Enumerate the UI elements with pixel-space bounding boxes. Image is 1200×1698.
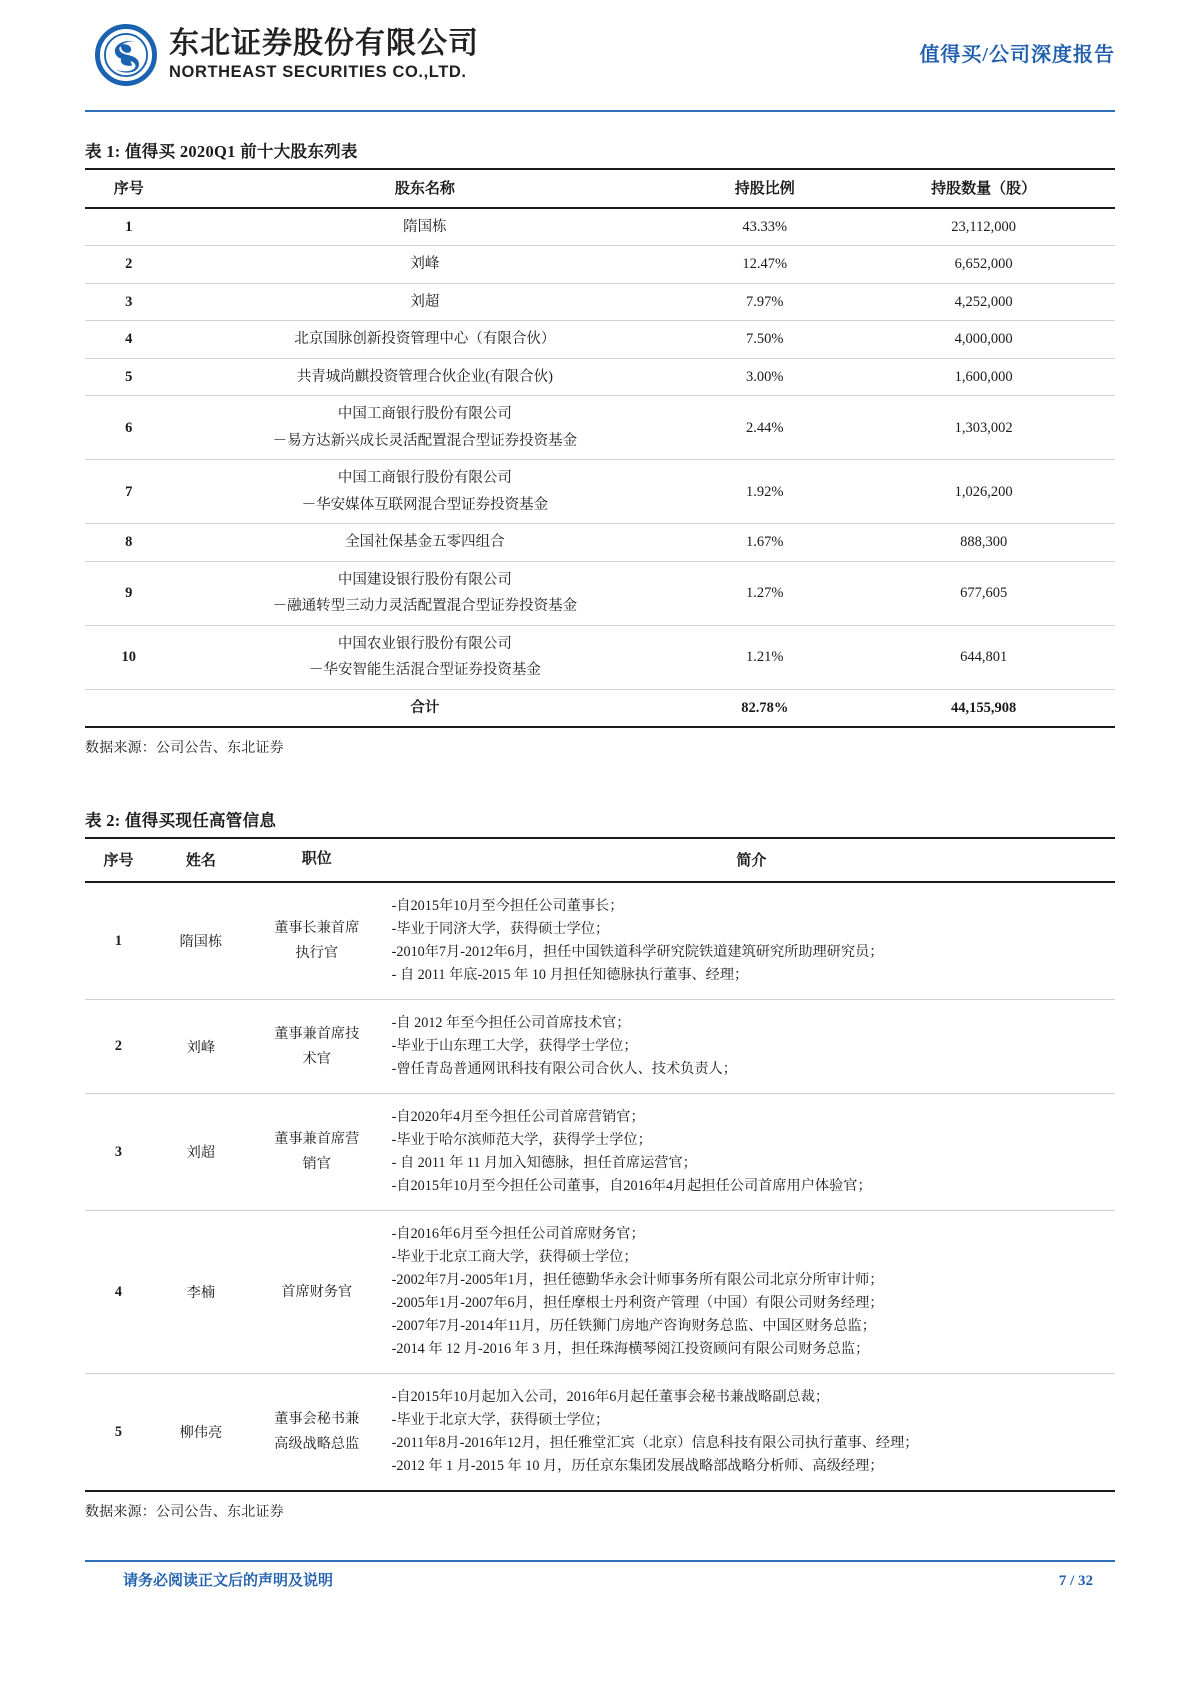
row-index: 5 — [85, 1374, 152, 1492]
row-amount: 4,000,000 — [852, 321, 1115, 358]
row-ratio: 12.47% — [677, 246, 852, 283]
row-index: 2 — [85, 1000, 152, 1094]
total-label: 合计 — [173, 689, 678, 727]
bio-line: -自2015年10月至今担任公司董事长； — [391, 898, 624, 915]
row-person-name: 隋国栋 — [152, 882, 250, 1000]
row-bio — [384, 1094, 1115, 1211]
table2-header-row — [85, 838, 1115, 882]
table1-source: 数据来源：公司公告、东北证券 — [85, 741, 284, 757]
row-index: 7 — [85, 460, 173, 524]
table1-header-row — [85, 169, 1115, 208]
row-amount: 1,303,002 — [852, 396, 1115, 460]
position-line: 首席财务官 — [281, 1283, 353, 1300]
bio-line: -自2015年10月至今担任公司董事，自2016年4月起担任公司首席用户体验官； — [391, 1178, 872, 1195]
table2-col-index: 序号 — [85, 838, 152, 882]
footer-disclaimer: 请务必阅读正文后的声明及说明 — [123, 1573, 334, 1589]
holder-subfund: －华安媒体互联网混合型证券投资基金 — [301, 496, 549, 513]
row-holder-name — [173, 561, 678, 625]
section-spacer — [85, 757, 1115, 807]
table1-total-row — [85, 689, 1115, 727]
bio-line: -2012 年 1 月-2015 年 10 月，历任京东集团发展战略部战略分析师、高级经理； — [391, 1458, 884, 1475]
bio-line: -自 2012 年至今担任公司首席技术官； — [391, 1015, 631, 1032]
row-amount: 888,300 — [852, 524, 1115, 561]
bio-line: -2014 年 12 月-2016 年 3 月，担任珠海横琴阅江投资顾问有限公司财务总监； — [391, 1341, 870, 1358]
row-person-name: 李楠 — [152, 1211, 250, 1374]
table-row — [85, 1094, 1115, 1211]
bio-line: - 自 2011 年 11 月加入知德脉，担任首席运营官； — [391, 1155, 697, 1172]
row-amount: 6,652,000 — [852, 246, 1115, 283]
row-amount: 1,600,000 — [852, 358, 1115, 395]
page-number: 7 / 32 — [1058, 1573, 1093, 1589]
bio-line: -毕业于北京工商大学，获得硕士学位； — [391, 1249, 638, 1266]
row-person-name: 柳伟亮 — [152, 1374, 250, 1492]
row-index: 8 — [85, 524, 173, 561]
position-line: 董事兼首席技 — [274, 1025, 360, 1042]
holder-main: 共青城尚麒投资管理合伙企业(有限合伙) — [296, 368, 553, 385]
row-bio — [384, 882, 1115, 1000]
row-index: 4 — [85, 1211, 152, 1374]
table-row — [85, 882, 1115, 1000]
row-position — [250, 1094, 384, 1211]
table-row — [85, 561, 1115, 625]
table2-source: 数据来源：公司公告、东北证券 — [85, 1505, 284, 1521]
bio-line: -毕业于山东理工大学，获得学士学位； — [391, 1038, 638, 1055]
bio-line: -2007年7月-2014年11月，历任铁狮门房地产咨询财务总监、中国区财务总监； — [391, 1318, 876, 1335]
holder-main: 刘超 — [410, 293, 440, 310]
row-position — [250, 1374, 384, 1492]
table-row — [85, 1000, 1115, 1094]
bio-line: -毕业于哈尔滨师范大学，获得学士学位； — [391, 1132, 652, 1149]
row-holder-name — [173, 358, 678, 395]
table1-col-name: 股东名称 — [173, 169, 678, 208]
table2-col-name: 姓名 — [152, 838, 250, 882]
page-header — [85, 0, 1115, 110]
table-row — [85, 460, 1115, 524]
row-holder-name — [173, 246, 678, 283]
row-ratio: 1.92% — [677, 460, 852, 524]
bio-line: -2011年8月-2016年12月，担任雅堂汇宾（北京）信息科技有限公司执行董事、经理； — [391, 1435, 919, 1452]
bio-line: -2005年1月-2007年6月，担任摩根士丹利资产管理（中国）有限公司财务经理； — [391, 1295, 884, 1312]
holder-subfund: －华安智能生活混合型证券投资基金 — [308, 662, 541, 679]
row-person-name: 刘峰 — [152, 1000, 250, 1094]
row-index: 1 — [85, 208, 173, 246]
bio-line: -曾任青岛普通网讯科技有限公司合伙人、技术负责人； — [391, 1061, 737, 1078]
row-holder-name — [173, 625, 678, 689]
position-line: 董事长兼首席 — [274, 920, 360, 937]
total-amount: 44,155,908 — [852, 689, 1115, 727]
row-index: 4 — [85, 321, 173, 358]
row-ratio: 2.44% — [677, 396, 852, 460]
table1-caption: 表 1: 值得买 2020Q1 前十大股东列表 — [85, 142, 358, 161]
row-bio — [384, 1374, 1115, 1492]
company-name-cn: 东北证券股份有限公司 — [169, 27, 479, 61]
bio-line: -2010年7月-2012年6月，担任中国铁道科学研究院铁道建筑研究所助理研究员； — [391, 944, 884, 961]
total-ratio: 82.78% — [677, 689, 852, 727]
shareholders-table — [85, 168, 1115, 728]
northeast-securities-logo-icon — [95, 24, 157, 86]
table2-col-bio: 简介 — [384, 838, 1115, 882]
table-row — [85, 1211, 1115, 1374]
table2-col-position: 职位 — [250, 838, 384, 882]
row-holder-name — [173, 460, 678, 524]
row-ratio: 7.50% — [677, 321, 852, 358]
position-line: 董事兼首席营 — [274, 1131, 360, 1148]
row-holder-name — [173, 208, 678, 246]
holder-main: 刘峰 — [410, 256, 440, 273]
row-position — [250, 1000, 384, 1094]
page-content — [85, 112, 1115, 1521]
row-bio — [384, 1211, 1115, 1374]
position-line: 高级战略总监 — [274, 1436, 360, 1453]
holder-main: 中国农业银行股份有限公司 — [337, 635, 512, 652]
row-index: 6 — [85, 396, 173, 460]
report-label: 值得买/公司深度报告 — [919, 43, 1115, 66]
bio-line: -自2020年4月至今担任公司首席营销官； — [391, 1109, 645, 1126]
page-footer — [85, 1560, 1115, 1590]
table-row — [85, 246, 1115, 283]
table-row — [85, 358, 1115, 395]
table-row — [85, 208, 1115, 246]
row-position — [250, 882, 384, 1000]
row-holder-name — [173, 396, 678, 460]
row-index: 2 — [85, 246, 173, 283]
bio-line: -自2016年6月至今担任公司首席财务官； — [391, 1226, 645, 1243]
bio-line: - 自 2011 年底-2015 年 10 月担任知德脉执行董事、经理； — [391, 967, 749, 984]
footer-divider — [85, 1560, 1115, 1562]
holder-subfund: －易方达新兴成长灵活配置混合型证券投资基金 — [272, 432, 578, 449]
row-index: 3 — [85, 1094, 152, 1211]
total-index — [85, 689, 173, 727]
table-row — [85, 524, 1115, 561]
row-index: 10 — [85, 625, 173, 689]
row-holder-name — [173, 524, 678, 561]
row-ratio: 3.00% — [677, 358, 852, 395]
row-holder-name — [173, 283, 678, 320]
row-person-name: 刘超 — [152, 1094, 250, 1211]
table-row — [85, 1374, 1115, 1492]
row-ratio: 1.27% — [677, 561, 852, 625]
row-amount: 23,112,000 — [852, 208, 1115, 246]
holder-main: 中国建设银行股份有限公司 — [337, 571, 512, 588]
row-index: 1 — [85, 882, 152, 1000]
bio-line: -2002年7月-2005年1月，担任德勤华永会计师事务所有限公司北京分所审计师； — [391, 1272, 884, 1289]
position-line: 销官 — [302, 1156, 331, 1173]
row-amount: 1,026,200 — [852, 460, 1115, 524]
position-line: 术官 — [302, 1050, 331, 1067]
holder-main: 中国工商银行股份有限公司 — [337, 406, 512, 423]
holder-main: 隋国栋 — [403, 219, 447, 235]
position-line: 董事会秘书兼 — [274, 1411, 360, 1428]
management-table — [85, 837, 1115, 1492]
table1-col-amount: 持股数量（股） — [852, 169, 1115, 208]
row-ratio: 1.21% — [677, 625, 852, 689]
holder-subfund: －融通转型三动力灵活配置混合型证券投资基金 — [272, 598, 578, 615]
table-row — [85, 396, 1115, 460]
holder-main: 北京国脉创新投资管理中心（有限合伙） — [294, 331, 556, 348]
table-row — [85, 321, 1115, 358]
company-name-en: NORTHEAST SECURITIES CO.,LTD. — [169, 63, 467, 82]
row-position — [250, 1211, 384, 1374]
row-amount: 677,605 — [852, 561, 1115, 625]
row-amount: 4,252,000 — [852, 283, 1115, 320]
bio-line: -毕业于北京大学，获得硕士学位； — [391, 1412, 610, 1429]
row-amount: 644,801 — [852, 625, 1115, 689]
row-ratio: 1.67% — [677, 524, 852, 561]
position-line: 执行官 — [295, 945, 339, 962]
row-index: 3 — [85, 283, 173, 320]
table-row — [85, 625, 1115, 689]
table1-col-index: 序号 — [85, 169, 173, 208]
row-ratio: 7.97% — [677, 283, 852, 320]
table-row — [85, 283, 1115, 320]
table1-col-ratio: 持股比例 — [677, 169, 852, 208]
row-index: 9 — [85, 561, 173, 625]
table2-caption: 表 2: 值得买现任高管信息 — [85, 811, 277, 831]
row-holder-name — [173, 321, 678, 358]
holder-main: 中国工商银行股份有限公司 — [337, 470, 512, 487]
bio-line: -毕业于同济大学，获得硕士学位； — [391, 921, 610, 938]
bio-line: -自2015年10月起加入公司，2016年6月起任董事会秘书兼战略副总裁； — [391, 1389, 830, 1406]
row-ratio: 43.33% — [677, 208, 852, 246]
row-bio — [384, 1000, 1115, 1094]
row-index: 5 — [85, 358, 173, 395]
company-brand — [85, 24, 479, 86]
holder-main: 全国社保基金五零四组合 — [345, 534, 505, 551]
